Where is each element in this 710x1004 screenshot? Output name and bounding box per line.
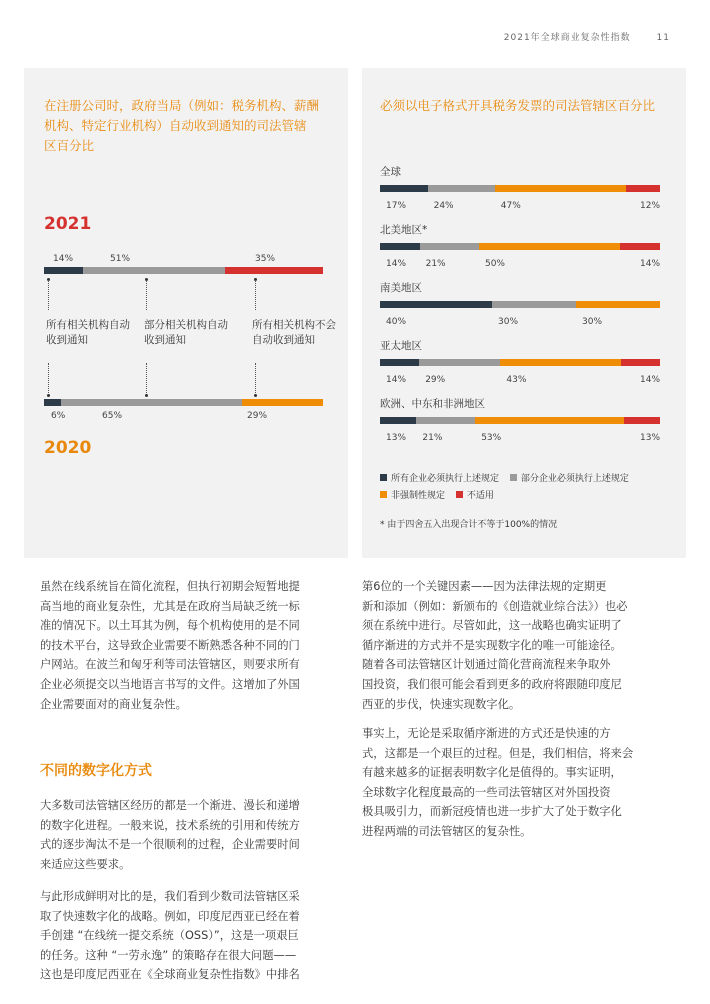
region-bar-segment-some xyxy=(492,301,576,308)
text-line: 大多数司法管辖区经历的都是一个渐进、漫长和递增 xyxy=(40,799,300,812)
connector-line xyxy=(48,363,49,395)
region-value-label: 29% xyxy=(425,375,446,385)
chart-legend xyxy=(380,471,637,501)
text-line: 与此形成鲜明对比的是，我们看到少数司法管辖区采 xyxy=(40,890,300,903)
bar-2020-segment-some xyxy=(61,399,242,406)
text-line: 须在系统中进行。尽管如此，这一战略也确实证明了 xyxy=(362,619,622,633)
region-bar xyxy=(380,243,660,250)
region-bar-segment-all xyxy=(380,243,420,250)
text-line: 随着各司法管辖区计划通过简化营商流程来争取外 xyxy=(362,658,611,672)
text-line: 这也是印度尼西亚在《全球商业复杂性指数》中排名 xyxy=(40,968,300,982)
text-line: 准的情况下。以土耳其为例，每个机构使用的是不同 xyxy=(40,619,300,633)
region-value-label: 50% xyxy=(484,259,505,269)
region-bar xyxy=(380,185,660,192)
region-value-label: 14% xyxy=(386,375,407,385)
region-value-label: 17% xyxy=(386,201,407,211)
col1-paragraph-3 xyxy=(40,887,335,985)
text-line: 式的逐步淘汰不是一个很顺利的过程，企业需要时间 xyxy=(40,838,300,852)
left-chart-panel xyxy=(24,68,348,558)
region-bar-segment-some xyxy=(419,359,500,366)
region-bar-segment-optional xyxy=(576,301,660,308)
text-line: 的数字化进程。一般来说，技术系统的引用和传统方 xyxy=(40,818,300,832)
region-value-label: 30% xyxy=(498,317,519,327)
legend-label: 不适用 xyxy=(466,491,494,501)
text-line: 手创建 “在线统一提交系统（OSS）”，这是一项艰巨 xyxy=(40,929,299,943)
text-line: 第6位的一个关键因素——因为法律法规的定期更 xyxy=(362,580,607,593)
text-line: 的任务。这种 “一劳永逸” 的策略存在很大问题—— xyxy=(40,948,297,962)
connector-line xyxy=(48,280,49,310)
col2-paragraph-1 xyxy=(362,577,667,714)
legend-item-optional xyxy=(380,491,445,501)
region-value-label: 24% xyxy=(433,201,454,211)
section-heading: 不同的数字化方式 xyxy=(40,763,152,779)
bar-2020-segment-all xyxy=(44,399,61,406)
text-line: 取了快速数字化的战略。例如，印度尼西亚已经在着 xyxy=(40,909,300,923)
bar-2021-label-none: 35% xyxy=(255,254,276,264)
bar-2021-segment-all xyxy=(44,267,83,274)
text-line: 西亚的步伐，快速实现数字化。 xyxy=(362,697,521,711)
right-chart-panel xyxy=(362,68,686,558)
legend-swatch xyxy=(510,474,517,481)
region-bar xyxy=(380,359,660,366)
text-line: 式，这都是一个艰巨的过程。但是，我们相信，将来会 xyxy=(362,746,634,760)
text-line: 极具吸引力，而新冠疫情也进一步扩大了处于数字化 xyxy=(362,805,622,819)
region-label: 亚太地区 xyxy=(380,340,422,352)
legend-swatch xyxy=(380,474,387,481)
connector-dot xyxy=(145,394,148,397)
region-value-label: 21% xyxy=(425,259,446,269)
region-bar xyxy=(380,301,660,308)
category-label-line: 所有相关机构不会 xyxy=(252,319,336,331)
region-bar-segment-optional xyxy=(495,185,627,192)
region-value-label: 14% xyxy=(640,375,661,385)
legend-swatch xyxy=(380,491,387,498)
region-bar-segment-optional xyxy=(500,359,620,366)
legend-swatch xyxy=(456,491,463,498)
region-bar-segment-optional xyxy=(479,243,620,250)
text-line: 循序渐进的方式并不是实现数字化的唯一可能途径。 xyxy=(362,638,622,652)
region-value-label: 30% xyxy=(582,317,603,327)
text-line: 企业需要面对的商业复杂性。 xyxy=(40,697,187,711)
col2-paragraph-2 xyxy=(362,724,667,842)
bar-2020 xyxy=(44,399,323,406)
region-value-label: 21% xyxy=(422,433,443,443)
legend-label: 非强制性规定 xyxy=(391,491,446,501)
year-2021-label: 2021 xyxy=(44,214,92,234)
region-bar-segment-na xyxy=(621,359,660,366)
bar-2021-segment-some xyxy=(83,267,225,274)
connector-line xyxy=(255,363,256,395)
category-label-none xyxy=(252,318,336,348)
region-value-label: 40% xyxy=(386,317,407,327)
connector-dot xyxy=(254,394,257,397)
category-label-line: 自动收到通知 xyxy=(252,334,315,346)
category-label-some xyxy=(144,318,228,348)
legend-label: 所有企业必须执行上述规定 xyxy=(391,474,500,484)
text-line: 国投资，我们很可能会看到更多的政府将跟随印度尼 xyxy=(362,677,622,691)
text-line: 来适应这些要求。 xyxy=(40,857,131,871)
category-label-line: 所有相关机构自动 xyxy=(46,319,130,331)
text-line: 企业必须提交以当地语言书写的文件。这增加了外国 xyxy=(40,677,300,691)
text-line: 事实上，无论是采取循序渐进的方式还是快速的方 xyxy=(362,727,611,740)
col1-paragraph-2 xyxy=(40,796,335,874)
connector-line xyxy=(146,363,147,395)
region-bar-segment-all xyxy=(380,185,428,192)
region-bar-segment-some xyxy=(416,417,475,424)
right-chart-title: 必须以电子格式开具税务发票的司法管辖区百分比 xyxy=(380,98,656,113)
left-chart-title-line: 机构、特定行业机构）自动收到通知的司法管辖 xyxy=(44,118,307,133)
legend-item-all xyxy=(380,474,499,484)
category-label-line: 收到通知 xyxy=(46,334,88,346)
text-line: 户网站。在波兰和匈牙利等司法管辖区，则要求所有 xyxy=(40,658,300,672)
page-number: 11 xyxy=(656,33,670,43)
region-bar-segment-na xyxy=(626,185,660,192)
left-chart-title-line: 在注册公司时，政府当局（例如：税务机构、薪酬 xyxy=(44,98,320,113)
region-bar-segment-na xyxy=(620,243,660,250)
region-value-label: 12% xyxy=(640,201,661,211)
bar-2020-segment-none xyxy=(242,399,323,406)
region-bar-segment-all xyxy=(380,301,492,308)
year-2020-label: 2020 xyxy=(44,438,92,458)
bar-2020-label-some: 65% xyxy=(102,411,123,421)
left-chart-title-line: 区百分比 xyxy=(44,138,95,153)
region-bar-segment-some xyxy=(420,243,479,250)
chart-footnote: * 由于四舍五入出现合计不等于100%的情况 xyxy=(380,520,558,530)
region-bar-segment-optional xyxy=(475,417,623,424)
report-title: 2021年全球商业复杂性指数 xyxy=(503,33,631,43)
col1-paragraph-1 xyxy=(40,577,335,714)
category-label-all xyxy=(46,318,130,348)
bar-2020-label-none: 29% xyxy=(247,411,268,421)
legend-label: 部分企业必须执行上述规定 xyxy=(520,474,629,484)
region-label: 北美地区* xyxy=(380,224,428,236)
region-label: 欧洲、中东和非洲地区 xyxy=(380,398,485,410)
bar-2021-label-all: 14% xyxy=(53,254,74,264)
legend-item-na xyxy=(456,491,494,501)
left-chart-title xyxy=(44,96,344,156)
region-bar-segment-all xyxy=(380,359,419,366)
text-line: 虽然在线系统旨在简化流程，但执行初期会短暂地提 xyxy=(40,580,300,593)
text-line: 高当地的商业复杂性，尤其是在政府当局缺乏统一标 xyxy=(40,599,300,613)
region-value-label: 47% xyxy=(500,201,521,211)
legend-item-some xyxy=(510,474,629,484)
region-value-label: 14% xyxy=(640,259,661,269)
bar-2021-segment-none xyxy=(225,267,323,274)
region-value-label: 53% xyxy=(481,433,502,443)
category-label-line: 收到通知 xyxy=(144,334,186,346)
bar-2020-label-all: 6% xyxy=(51,411,66,421)
text-line: 的技术平台，这导致企业需要不断熟悉各种不同的门 xyxy=(40,638,300,652)
text-line: 进程两端的司法管辖区的复杂性。 xyxy=(362,824,532,838)
text-line: 有越来越多的证据表明数字化是值得的。事实证明， xyxy=(362,766,622,780)
region-bar xyxy=(380,417,660,424)
connector-line xyxy=(255,280,256,310)
text-line: 全球数字化程度最高的一些司法管辖区对外国投资 xyxy=(362,785,611,799)
category-label-line: 部分相关机构自动 xyxy=(144,319,228,331)
region-bar-segment-some xyxy=(428,185,495,192)
region-value-label: 14% xyxy=(386,259,407,269)
connector-line xyxy=(146,280,147,310)
page-header xyxy=(504,30,670,43)
region-label: 全球 xyxy=(380,166,401,178)
region-bar-segment-all xyxy=(380,417,416,424)
region-label: 南美地区 xyxy=(380,282,422,294)
connector-dot xyxy=(47,394,50,397)
bar-2021-label-some: 51% xyxy=(110,254,131,264)
region-value-label: 43% xyxy=(506,375,527,385)
text-line: 新和添加（例如：新颁布的《创造就业综合法》）也必 xyxy=(362,599,628,613)
region-bar-segment-na xyxy=(624,417,660,424)
bar-2021 xyxy=(44,267,323,274)
region-value-label: 13% xyxy=(386,433,407,443)
region-value-label: 13% xyxy=(640,433,661,443)
